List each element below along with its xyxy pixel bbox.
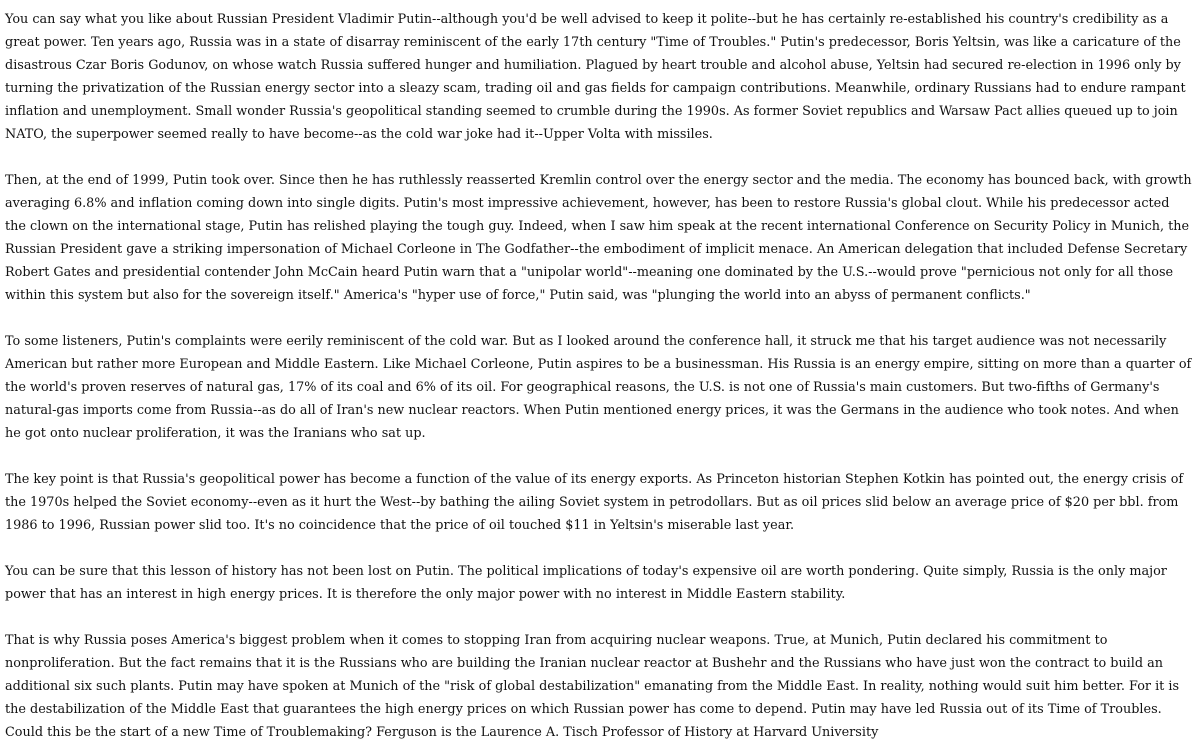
article-paragraph-1: You can say what you like about Russian President Vladimir Putin--although you'd be well advised to keep it polite--but he has certainly re-established his country's credibility as a great power. Ten years ago, Russia was in a state of disarray reminiscent of the early 17th century "Time of Troubles." Putin's predecessor, Boris Yeltsin, was like a caricature of the disastrous Czar Boris Godunov, on whose watch Russia suffered hunger and humiliation. Plagued by heart trouble and alcohol abuse, Yeltsin had secured re-election in 1996 only by turning the privatization of the Russian energy sector into a sleazy scam, trading oil and gas fields for campaign contributions. Meanwhile, ordinary Russians had to endure rampant inflation and unemployment. Small wonder Russia's geopolitical standing seemed to crumble during the 1990s. As former Soviet republics and Warsaw Pact allies queued up to join NATO, the superpower seemed really to have become--as the cold war joke had it--Upper Volta with missiles. bbox=[5, 12, 1186, 142]
article-paragraph-4: The key point is that Russia's geopolitical power has become a function of the value of its energy exports. As Princeton historian Stephen Kotkin has pointed out, the energy crisis of the 1970s helped the Soviet economy--even as it hurt the West--by bathing the ailing Soviet system in petrodollars. But as oil prices slid below an average price of $20 per bbl. from 1986 to 1996, Russian power slid too. It's no coincidence that the price of oil touched $11 in Yeltsin's miserable last year. bbox=[5, 472, 1184, 533]
article-paragraph-2: Then, at the end of 1999, Putin took over. Since then he has ruthlessly reasserted Kremlin control over the energy sector and the media. The economy has bounced back, with growth averaging 6.8% and inflation coming down into single digits. Putin's most impressive achievement, however, has been to restore Russia's global clout. While his predecessor acted the clown on the international stage, Putin has relished playing the tough guy. Indeed, when I saw him speak at the recent international Conference on Security Policy in Munich, the Russian President gave a striking impersonation of Michael Corleone in The Godfather--the embodiment of implicit menace. An American delegation that included Defense Secretary Robert Gates and presidential contender John McCain heard Putin warn that a "unipolar world"--meaning one dominated by the U.S.--would prove "pernicious not only for all those within this system but also for the sovereign itself." America's "hyper use of force," Putin said, was "plunging the world into an abyss of permanent conflicts." bbox=[5, 173, 1192, 303]
article-paragraph-5: You can be sure that this lesson of history has not been lost on Putin. The political implications of today's expensive oil are worth pondering. Quite simply, Russia is the only major power that has an interest in high energy prices. It is therefore the only major power with no interest in Middle Eastern stability. bbox=[5, 564, 1167, 602]
article-paragraph-6: That is why Russia poses America's biggest problem when it comes to stopping Iran from acquiring nuclear weapons. True, at Munich, Putin declared his commitment to nonproliferation. But the fact remains that it is the Russians who are building the Iranian nuclear reactor at Bushehr and the Russians who have just won the contract to build an additional six such plants. Putin may have spoken at Munich of the "risk of global destabilization" emanating from the Middle East. In reality, nothing would suit him better. For it is the destabilization of the Middle East that guarantees the high energy prices on which Russian power has come to depend. Putin may have led Russia out of its Time of Troubles. Could this be the start of a new Time of Troublemaking? Ferguson is the Laurence A. Tisch Professor of History at Harvard University bbox=[5, 633, 1180, 740]
article-paragraph-3: To some listeners, Putin's complaints were eerily reminiscent of the cold war. But as I looked around the conference hall, it struck me that his target audience was not necessarily American but rather more European and Middle Eastern. Like Michael Corleone, Putin aspires to be a businessman. His Russia is an energy empire, sitting on more than a quarter of the world's proven reserves of natural gas, 17% of its coal and 6% of its oil. For geographical reasons, the U.S. is not one of Russia's main customers. But two-fifths of Germany's natural-gas imports come from Russia--as do all of Iran's new nuclear reactors. When Putin mentioned energy prices, it was the Germans in the audience who took notes. And when he got onto nuclear proliferation, it was the Iranians who sat up. bbox=[5, 334, 1192, 441]
